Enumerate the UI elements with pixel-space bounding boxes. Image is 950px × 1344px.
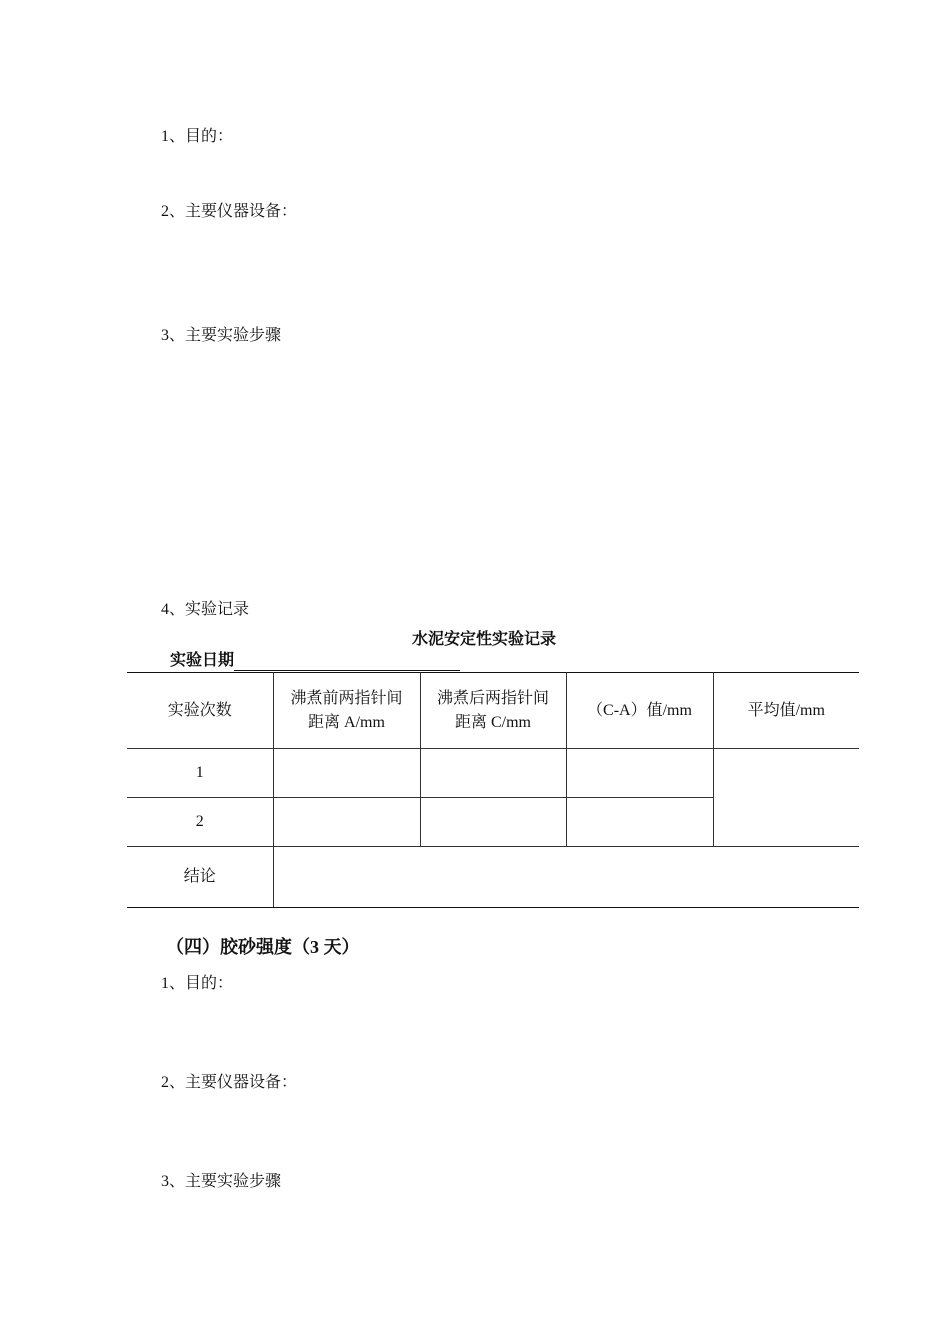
purpose-heading-2: 1、目的： (161, 975, 234, 992)
record-heading: 4、实验记录 (161, 601, 250, 618)
cell-a (273, 749, 420, 798)
header-before-boil (273, 673, 420, 749)
header-before-boil-line2: 距离 A/mm (308, 713, 385, 731)
equipment-heading-2: 2、主要仪器设备： (161, 1074, 298, 1091)
date-label: 实验日期 (170, 652, 235, 669)
conclusion-label: 结论 (127, 847, 273, 908)
trial-number: 1 (127, 749, 273, 798)
section-heading: （四）胶砂强度（3 天） (166, 937, 360, 957)
header-difference: （C-A）值/mm (566, 673, 713, 749)
purpose-heading: 1、目的： (161, 128, 234, 145)
header-before-boil-line1: 沸煮前两指针间 (290, 689, 403, 707)
cell-diff (566, 749, 713, 798)
conclusion-row (127, 847, 859, 908)
cell-c (420, 798, 566, 847)
header-trial: 实验次数 (127, 673, 273, 749)
date-blank (234, 653, 460, 671)
steps-heading-2: 3、主要实验步骤 (161, 1173, 282, 1190)
date-row (170, 651, 460, 671)
cell-c (420, 749, 566, 798)
header-after-boil-line1: 沸煮后两指针间 (436, 689, 549, 707)
header-average: 平均值/mm (713, 673, 859, 749)
cell-diff (566, 798, 713, 847)
trial-number: 2 (127, 798, 273, 847)
equipment-heading: 2、主要仪器设备： (161, 203, 298, 220)
cell-a (273, 798, 420, 847)
header-after-boil (420, 673, 566, 749)
steps-heading: 3、主要实验步骤 (161, 327, 282, 344)
table-row (127, 749, 859, 798)
cell-average (713, 749, 859, 847)
table-header-row (127, 673, 859, 749)
stability-record-table (127, 672, 859, 908)
conclusion-value (273, 847, 859, 908)
table-title: 水泥安定性实验记录 (411, 631, 556, 648)
header-after-boil-line2: 距离 C/mm (454, 713, 531, 731)
